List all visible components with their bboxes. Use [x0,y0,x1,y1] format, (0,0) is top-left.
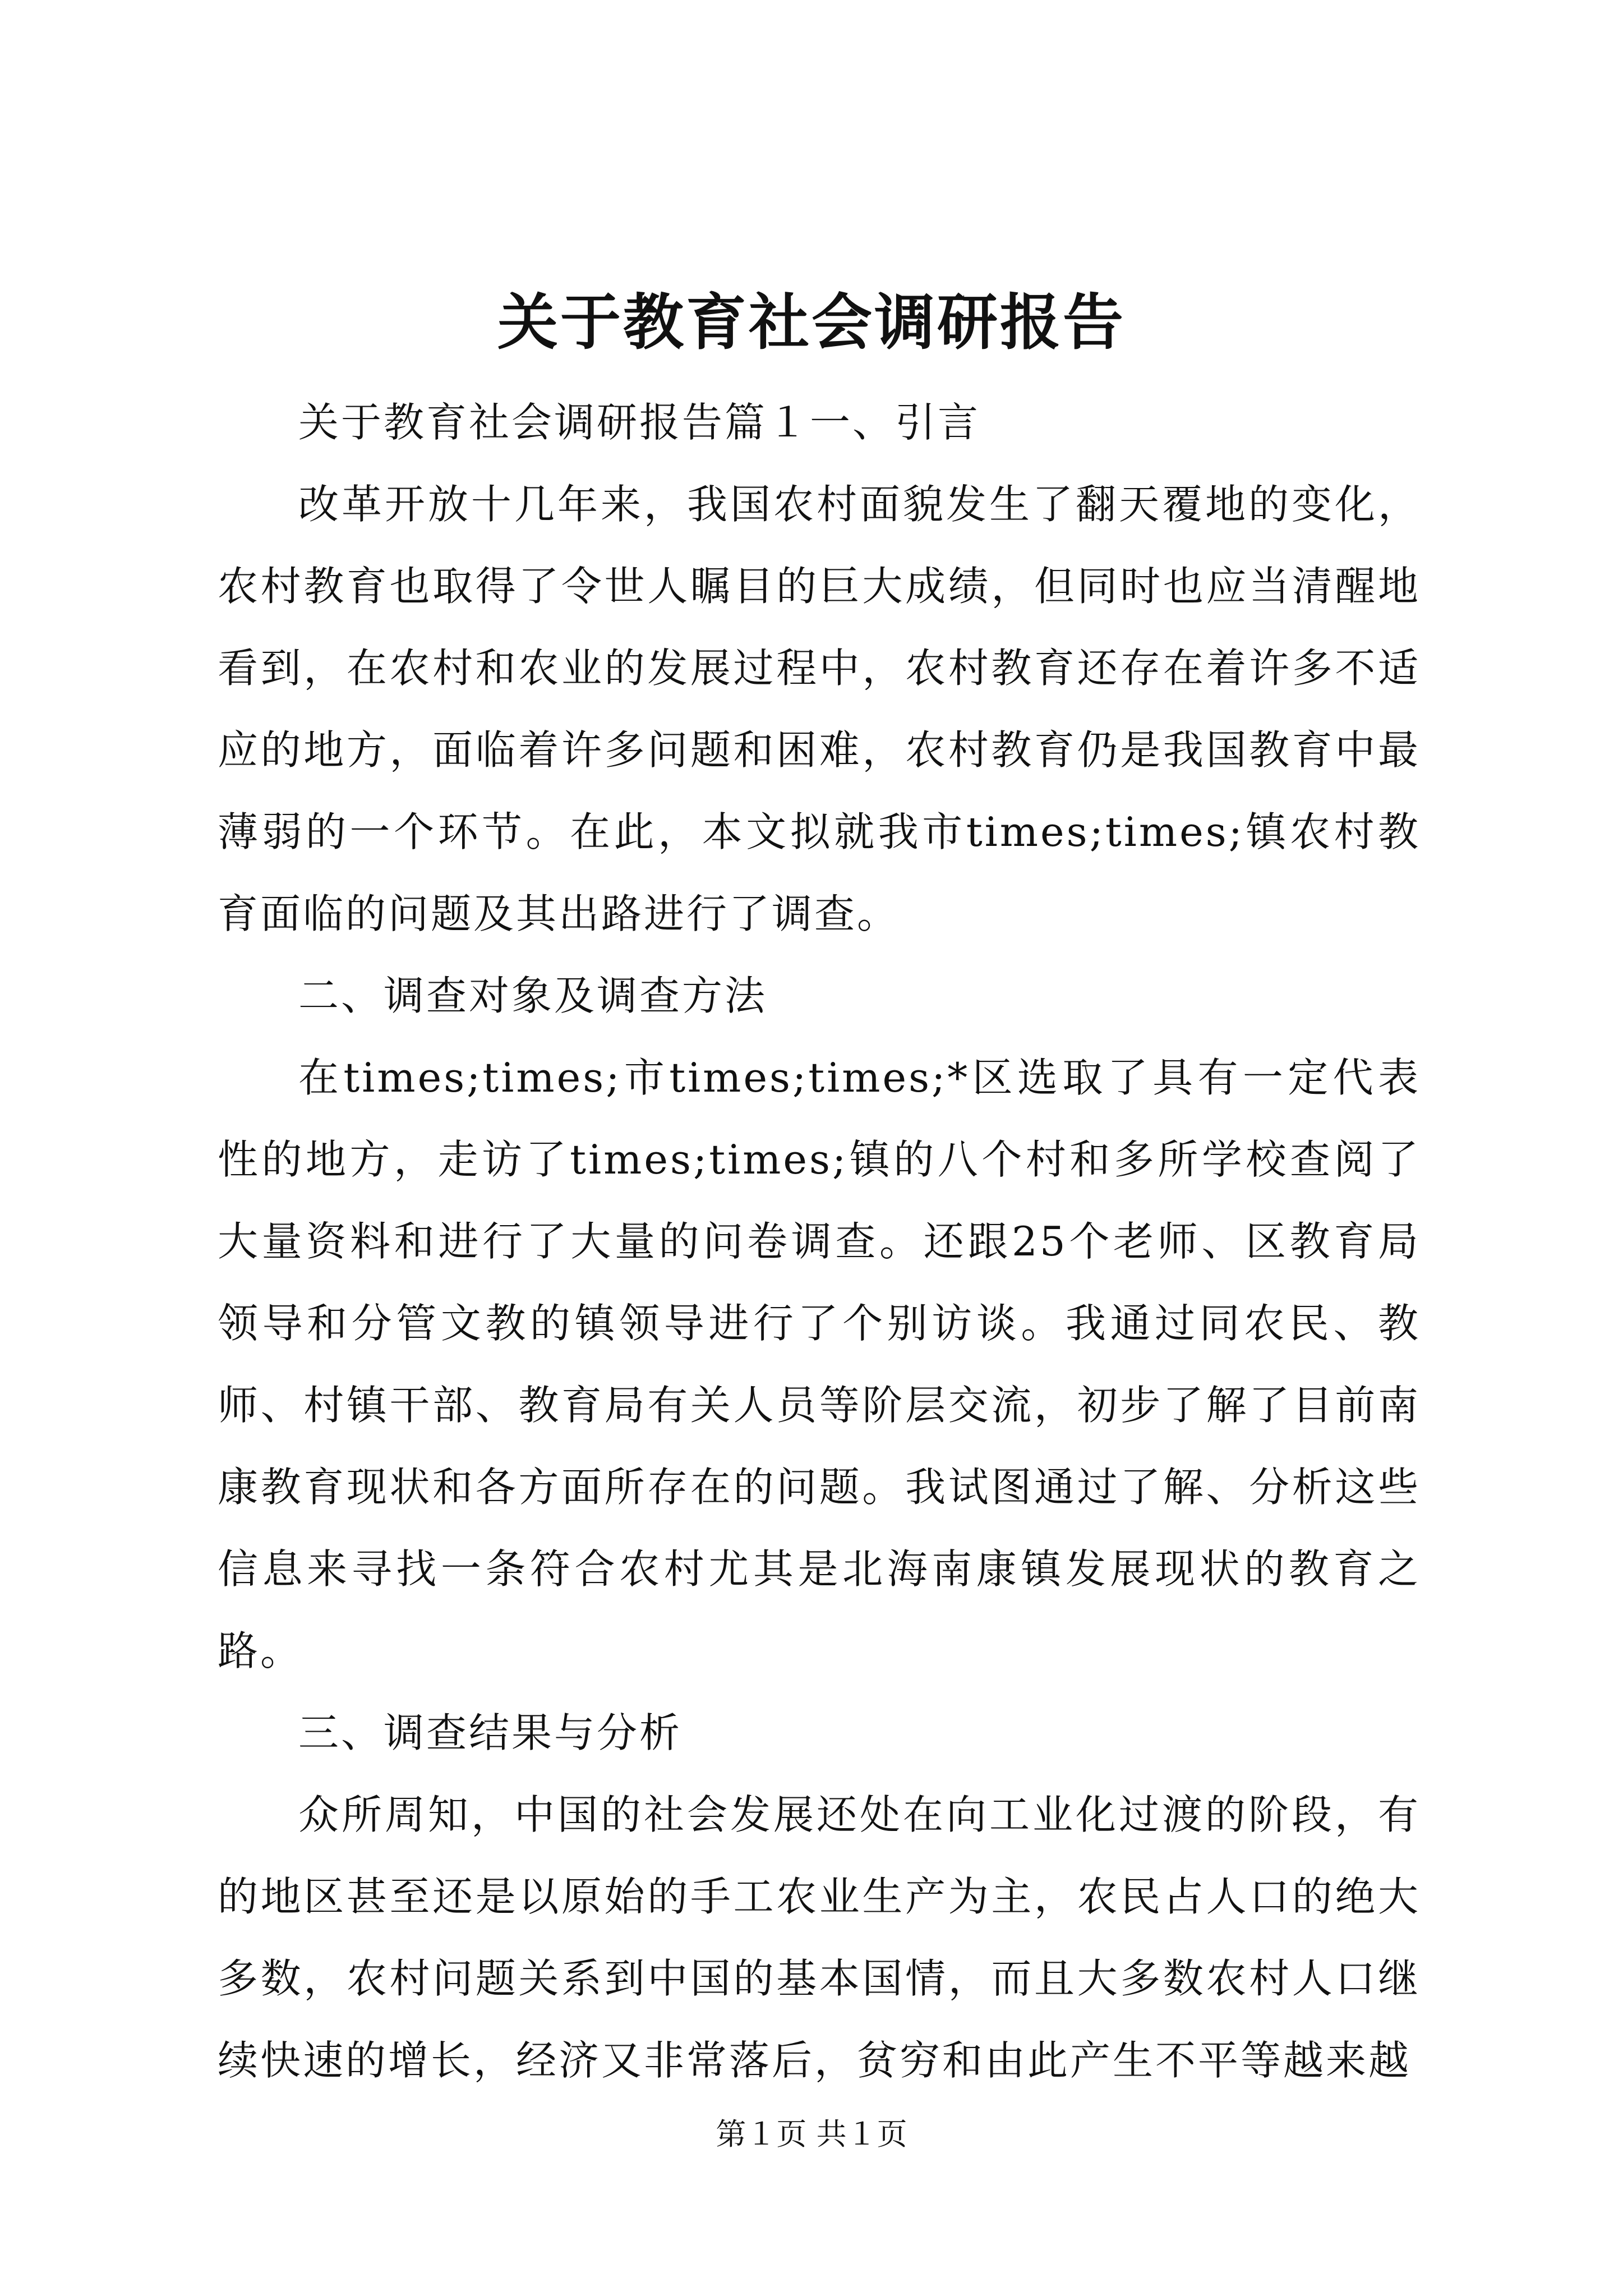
document-body [218,381,1421,2101]
paragraph-heading-intro: 关于教育社会调研报告篇１一、引言 [298,399,981,446]
paragraph-heading-results: 三、调查结果与分析 [298,1709,683,1756]
document-title: 关于教育社会调研报告 [497,287,1126,358]
paragraph-intro: 改革开放十几年来，我国农村面貌发生了翻天覆地的变化，农村教育也取得了令世人瞩目的巨大成绩，但同时也应当清醒地看到，在农村和农业的发展过程中，农村教育还存在着许多不适应的地方，面临着许多问题和困难，农村教育仍是我国教育中最薄弱的一个环节。在此，本文拟就我市times;times;镇农村教育面临的问题及其出路进行了调查。 [218,481,1421,937]
page-footer: 第１页 共１页 [716,2116,907,2152]
paragraph-results: 众所周知，中国的社会发展还处在向工业化过渡的阶段，有的地区甚至还是以原始的手工农业生产为主，农民占人口的绝大多数，农村问题关系到中国的基本国情，而且大多数农村人口继续快速的增长，经济又非常落后，贫穷和由此产生不平等越来越 [218,1791,1421,2084]
paragraph-method: 在times;times;市times;times;*区选取了具有一定代表性的地方，走访了times;times;镇的八个村和多所学校查阅了大量资料和进行了大量的问卷调查。还跟25个老师、区教育局领导和分管文教的镇领导进行了个别访谈。我通过同农民、教师、村镇干部、教育局有关人员等阶层交流，初步了解了目前南康教育现状和各方面所存在的问题。我试图通过了解、分析这些信息来寻找一条符合农村尤其是北海南康镇发展现状的教育之路。 [218,1054,1421,1674]
paragraph-heading-method: 二、调查对象及调查方法 [298,972,768,1019]
